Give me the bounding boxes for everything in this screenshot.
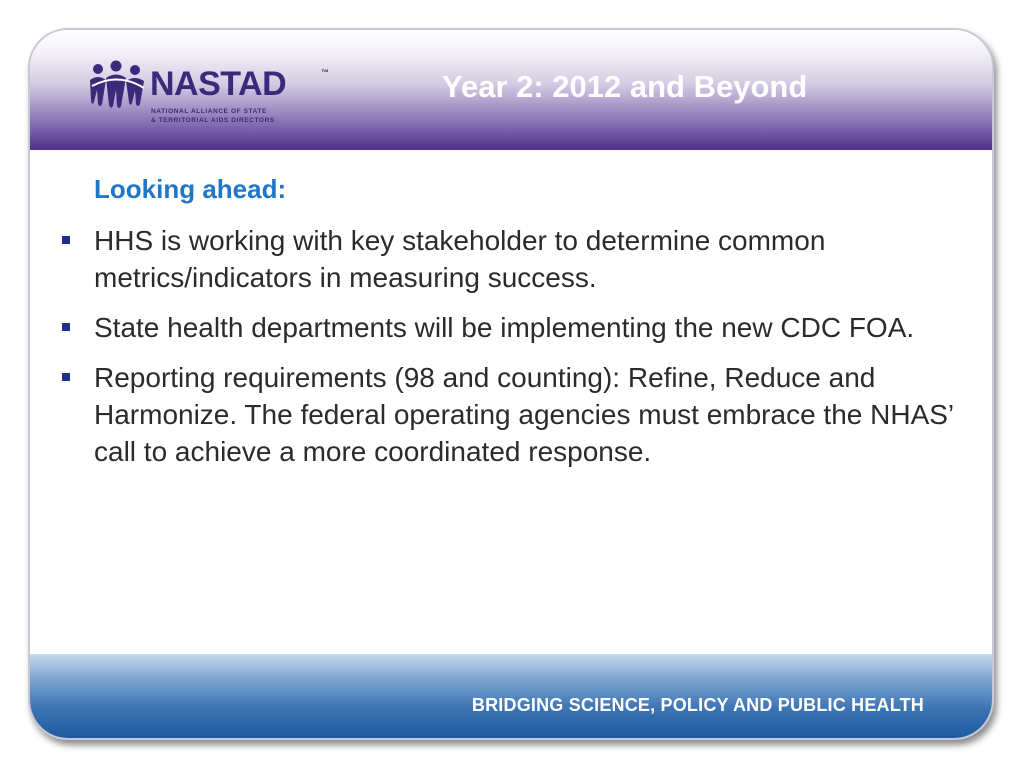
bullet-text: State health departments will be implementing the new CDC FOA. <box>94 312 915 343</box>
logo-subline-2: & TERRITORIAL AIDS DIRECTORS <box>151 117 275 124</box>
logo-wordmark: NASTAD <box>150 65 287 103</box>
bullet-item <box>54 309 954 346</box>
bullet-text: Reporting requirements (98 and counting): Refine, Reduce and Harmonize. The federal operating agencies must embrace the NHAS’ call to achieve a more coordinated response. <box>94 362 954 467</box>
square-bullet-icon <box>62 323 70 331</box>
subheading: Looking ahead: <box>94 174 287 204</box>
slide-title: Year 2: 2012 and Beyond <box>442 69 808 104</box>
people-figures-icon <box>88 60 148 112</box>
square-bullet-icon <box>62 373 70 381</box>
bullet-item <box>54 359 954 470</box>
bullet-item <box>54 222 954 296</box>
square-bullet-icon <box>62 236 70 244</box>
header-band <box>30 30 992 150</box>
logo-trademark: ™ <box>321 68 329 77</box>
slide-content <box>30 150 992 660</box>
nastad-logo <box>88 60 328 130</box>
bullet-list <box>54 222 954 483</box>
logo-subline-1: NATIONAL ALLIANCE OF STATE <box>151 108 267 115</box>
footer-band <box>30 654 992 738</box>
bullet-text: HHS is working with key stakeholder to determine common metrics/indicators in measuring success. <box>94 225 826 293</box>
slide <box>28 28 994 740</box>
footer-tagline: BRIDGING SCIENCE, POLICY AND PUBLIC HEALTH <box>471 695 924 715</box>
